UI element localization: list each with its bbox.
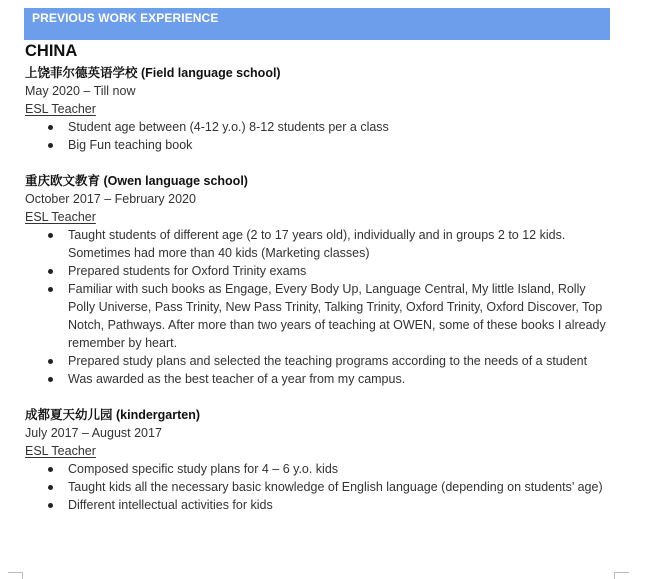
bullet-item: Familiar with such books as Engage, Every Body Up, Language Central, My little Island, Rolly Polly Universe, Pass Trinity, New Pass Trinity, Talking Trinity, Oxford Trinity, Oxford Discover, Top Notch, Pathways. After more than two years of teaching at OWEN, some of these books I already remember by heart.: [25, 280, 610, 352]
bullet-icon: [48, 485, 53, 490]
bullet-item: Different intellectual activities for kids: [25, 496, 610, 514]
bullet-icon: [48, 503, 53, 508]
school-name-chinese: 重庆欧文教育: [25, 173, 101, 188]
bullet-icon: [48, 233, 53, 238]
job-bullets: [25, 460, 625, 514]
job-school-name: [25, 406, 625, 424]
school-name-english: (Field language school): [141, 66, 281, 80]
job-entry-owen: [25, 172, 625, 388]
bullet-item: Taught students of different age (2 to 17 years old), individually and in groups 2 to 12 kids. Sometimes had more than 40 kids (Marketing classes): [25, 226, 610, 262]
school-name-english: (kindergarten): [116, 408, 201, 422]
bullet-item: Taught kids all the necessary basic knowledge of English language (depending on students’ age): [25, 478, 610, 496]
job-entry-kindergarten: [25, 406, 625, 514]
job-dates: October 2017 – February 2020: [25, 192, 196, 206]
job-school-name: [25, 64, 625, 82]
bullet-item: Composed specific study plans for 4 – 6 y.o. kids: [25, 460, 610, 478]
job-dates: July 2017 – August 2017: [25, 426, 162, 440]
bullet-icon: [48, 359, 53, 364]
job-bullets: [25, 226, 625, 388]
bullet-item: Student age between (4-12 y.o.) 8-12 students per a class: [25, 118, 610, 136]
page-corner-mark-left: [8, 572, 23, 579]
country-heading: CHINA: [25, 42, 78, 60]
bullet-item: Prepared study plans and selected the teaching programs according to the needs of a student: [25, 352, 610, 370]
job-dates: May 2020 – Till now: [25, 84, 136, 98]
bullet-icon: [48, 377, 53, 382]
bullet-item: Big Fun teaching book: [25, 136, 610, 154]
job-role: ESL Teacher: [25, 210, 96, 224]
bullet-icon: [48, 287, 53, 292]
job-school-name: [25, 172, 625, 190]
bullet-icon: [48, 467, 53, 472]
job-entry-field: [25, 64, 625, 154]
school-name-chinese: 上饶菲尔德英语学校: [25, 65, 138, 80]
bullet-icon: [48, 125, 53, 130]
job-role: ESL Teacher: [25, 444, 96, 458]
school-name-english: (Owen language school): [103, 174, 248, 188]
bullet-item: Was awarded as the best teacher of a year from my campus.: [25, 370, 610, 388]
page-corner-mark-right: [614, 572, 629, 579]
section-header-banner: [24, 8, 610, 40]
bullet-icon: [48, 269, 53, 274]
section-header-title: PREVIOUS WORK EXPERIENCE: [32, 11, 219, 25]
bullet-icon: [48, 143, 53, 148]
job-role: ESL Teacher: [25, 102, 96, 116]
school-name-chinese: 成都夏天幼儿园: [25, 407, 113, 422]
job-bullets: [25, 118, 625, 154]
bullet-item: Prepared students for Oxford Trinity exams: [25, 262, 610, 280]
